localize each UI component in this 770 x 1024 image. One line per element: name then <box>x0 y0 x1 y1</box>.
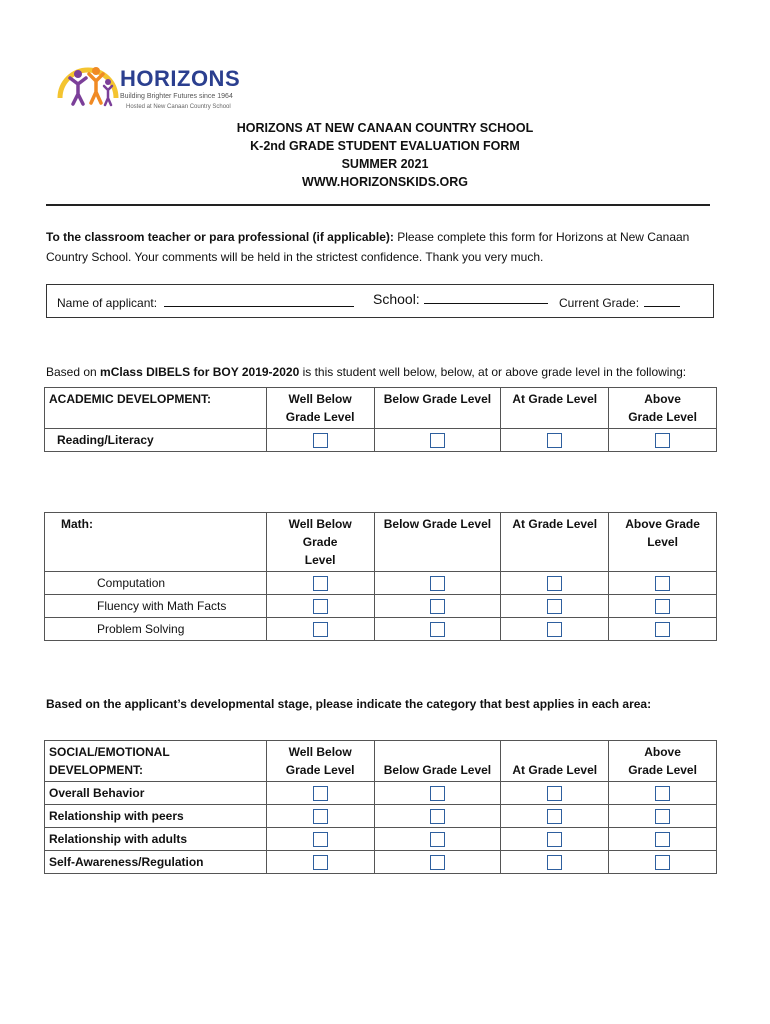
logo-figures-icon <box>56 58 120 108</box>
logo-wordmark: HORIZONS <box>120 66 241 91</box>
table-row <box>45 572 717 595</box>
school-label: School: <box>373 291 420 307</box>
checkbox-fluency-at[interactable] <box>547 599 562 614</box>
social-table <box>44 740 717 874</box>
table-row <box>45 828 717 851</box>
current-grade-label: Current Grade: <box>559 296 640 310</box>
school-field[interactable] <box>373 291 548 307</box>
academic-instructions <box>46 365 686 379</box>
checkbox-computation-above[interactable] <box>655 576 670 591</box>
checkbox-fluency-below[interactable] <box>430 599 445 614</box>
academic-heading: ACADEMIC DEVELOPMENT: <box>45 388 267 429</box>
applicant-info-box <box>46 284 714 318</box>
col-at: At Grade Level <box>501 388 609 429</box>
math-header-row <box>45 513 717 572</box>
school-input[interactable] <box>424 291 548 304</box>
assessment-name: mClass DIBELS for BOY 2019-2020 <box>100 365 300 379</box>
checkbox-reading-at[interactable] <box>547 433 562 448</box>
checkbox-reading-below[interactable] <box>430 433 445 448</box>
form-title: K-2nd GRADE STUDENT EVALUATION FORM <box>250 139 520 153</box>
checkbox-behavior-above[interactable] <box>655 786 670 801</box>
math-col-above: Above Grade Level <box>609 513 717 572</box>
social-col-well-below: Well Below Grade Level <box>266 741 374 782</box>
social-col-at: At Grade Level <box>501 741 609 782</box>
checkbox-adults-well-below[interactable] <box>313 832 328 847</box>
table-row <box>45 851 717 874</box>
checkbox-problem-solving-well-below[interactable] <box>313 622 328 637</box>
math-col-well-below: Well Below Grade Level <box>266 513 374 572</box>
row-label-overall-behavior: Overall Behavior <box>45 782 267 805</box>
table-row <box>45 429 717 452</box>
table-row <box>45 595 717 618</box>
row-label-problem-solving: Problem Solving <box>45 618 267 641</box>
checkbox-computation-below[interactable] <box>430 576 445 591</box>
checkbox-problem-solving-above[interactable] <box>655 622 670 637</box>
row-label-self-awareness: Self-Awareness/Regulation <box>45 851 267 874</box>
checkbox-fluency-above[interactable] <box>655 599 670 614</box>
row-label-reading: Reading/Literacy <box>45 429 267 452</box>
checkbox-self-awareness-above[interactable] <box>655 855 670 870</box>
row-label-computation: Computation <box>45 572 267 595</box>
col-well-below: Well Below Grade Level <box>266 388 374 429</box>
checkbox-reading-above[interactable] <box>655 433 670 448</box>
checkbox-peers-at[interactable] <box>547 809 562 824</box>
social-heading: SOCIAL/EMOTIONAL DEVELOPMENT: <box>45 741 267 782</box>
intro-text-1: Please complete this form for Horizons at New Canaan <box>393 230 690 244</box>
checkbox-problem-solving-below[interactable] <box>430 622 445 637</box>
col-above: Above Grade Level <box>609 388 717 429</box>
current-grade-input[interactable] <box>644 294 680 307</box>
academic-sentence-pre: Based on <box>46 365 101 379</box>
math-col-at: At Grade Level <box>501 513 609 572</box>
website-link[interactable]: WWW.HORIZONSKIDS.ORG <box>302 175 468 189</box>
checkbox-fluency-well-below[interactable] <box>313 599 328 614</box>
checkbox-peers-well-below[interactable] <box>313 809 328 824</box>
social-instructions: Based on the applicant’s developmental stage, please indicate the category that best applies in each area: <box>46 697 652 711</box>
applicant-name-field[interactable] <box>57 294 354 310</box>
table-row <box>45 618 717 641</box>
math-table <box>44 512 717 641</box>
form-term: SUMMER 2021 <box>341 157 429 171</box>
checkbox-behavior-at[interactable] <box>547 786 562 801</box>
academic-table <box>44 387 717 452</box>
logo-subtagline: Hosted at New Canaan Country School <box>126 104 231 110</box>
checkbox-peers-above[interactable] <box>655 809 670 824</box>
checkbox-adults-at[interactable] <box>547 832 562 847</box>
intro-paragraph <box>46 227 716 267</box>
checkbox-adults-above[interactable] <box>655 832 670 847</box>
checkbox-adults-below[interactable] <box>430 832 445 847</box>
checkbox-self-awareness-below[interactable] <box>430 855 445 870</box>
math-heading: Math: <box>45 513 267 572</box>
checkbox-behavior-well-below[interactable] <box>313 786 328 801</box>
table-row <box>45 805 717 828</box>
col-below: Below Grade Level <box>374 388 501 429</box>
checkbox-self-awareness-well-below[interactable] <box>313 855 328 870</box>
row-label-peers: Relationship with peers <box>45 805 267 828</box>
header-divider <box>46 204 710 206</box>
social-col-below: Below Grade Level <box>374 741 501 782</box>
checkbox-computation-at[interactable] <box>547 576 562 591</box>
social-header-row <box>45 741 717 782</box>
table-row <box>45 782 717 805</box>
checkbox-behavior-below[interactable] <box>430 786 445 801</box>
row-label-fluency: Fluency with Math Facts <box>45 595 267 618</box>
applicant-name-input[interactable] <box>164 294 354 307</box>
intro-text-2: Country School. Your comments will be held in the strictest confidence. Thank you very much. <box>46 250 544 264</box>
academic-sentence-post: is this student well below, below, at or above grade level in the following: <box>299 365 687 379</box>
applicant-name-label: Name of applicant: <box>57 296 158 310</box>
horizons-logo <box>56 58 256 122</box>
row-label-adults: Relationship with adults <box>45 828 267 851</box>
math-col-below: Below Grade Level <box>374 513 501 572</box>
checkbox-computation-well-below[interactable] <box>313 576 328 591</box>
social-col-above: Above Grade Level <box>609 741 717 782</box>
intro-addressee: To the classroom teacher or para professional (if applicable): <box>46 230 394 244</box>
school-title: HORIZONS AT NEW CANAAN COUNTRY SCHOOL <box>236 121 534 135</box>
checkbox-problem-solving-at[interactable] <box>547 622 562 637</box>
current-grade-field[interactable] <box>559 294 680 310</box>
checkbox-reading-well-below[interactable] <box>313 433 328 448</box>
logo-tagline: Building Brighter Futures since 1964 <box>120 93 233 100</box>
checkbox-peers-below[interactable] <box>430 809 445 824</box>
form-header <box>0 119 770 191</box>
academic-header-row <box>45 388 717 429</box>
checkbox-self-awareness-at[interactable] <box>547 855 562 870</box>
